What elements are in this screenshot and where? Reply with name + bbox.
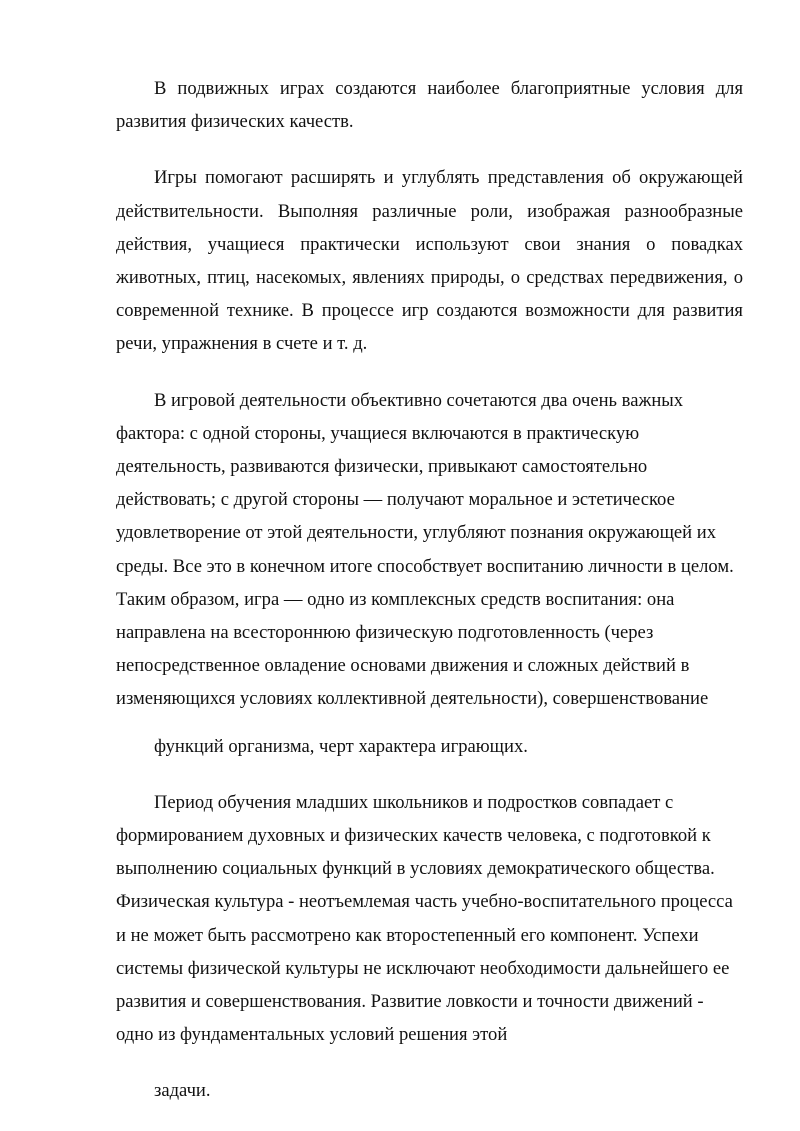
- paragraph-4: функций организма, черт характера играющих.: [154, 735, 528, 757]
- paragraph-3: В игровой деятельности объективно сочетаются два очень важных фактора: с одной стороны, учащиеся включаются в практическую деятельность, развиваются физически, привыкают самостоятельно действовать; с другой стороны — получают моральное и эстетическое удовлетворение от этой деятельности, углубляют познания окружающей их среды. Все это в конечном итоге способствует воспитанию личности в целом. Таким образом, игра — одно из комплексных средств воспитания: она направлена на всестороннюю физическую подготовленность (через непосредственное овладение основами движения и сложных действий в изменяющихся условиях коллективной деятельности), совершенствование: [116, 389, 734, 710]
- paragraph-1: В подвижных играх создаются наиболее благоприятные условия для развития физических качеств.: [116, 78, 743, 133]
- paragraph-6: задачи.: [154, 1080, 211, 1102]
- document-page: [116, 72, 743, 1131]
- paragraph-2: Игры помогают расширять и углублять представления об окружающей действительности. Выполняя различные роли, изображая разнообразные действия, учащиеся практически используют свои знания о повадках животных, птиц, насекомых, явлениях природы, о средствах передвижения, о современной технике. В процессе игр создаются возможности для развития речи, упражнения в счете и т. д.: [116, 167, 743, 355]
- paragraph-5: Период обучения младших школьников и подростков совпадает с формированием духовных и физических качеств человека, с подготовкой к выполнению социальных функций в условиях демократического общества. Физическая культура - неотъемлемая часть учебно-воспитательного процесса и не может быть рассмотрено как второстепенный его компонент. Успехи системы физической культуры не исключают необходимости дальнейшего ее развития и совершенствования. Развитие ловкости и точности движений - одно из фундаментальных условий решения этой: [116, 791, 733, 1046]
